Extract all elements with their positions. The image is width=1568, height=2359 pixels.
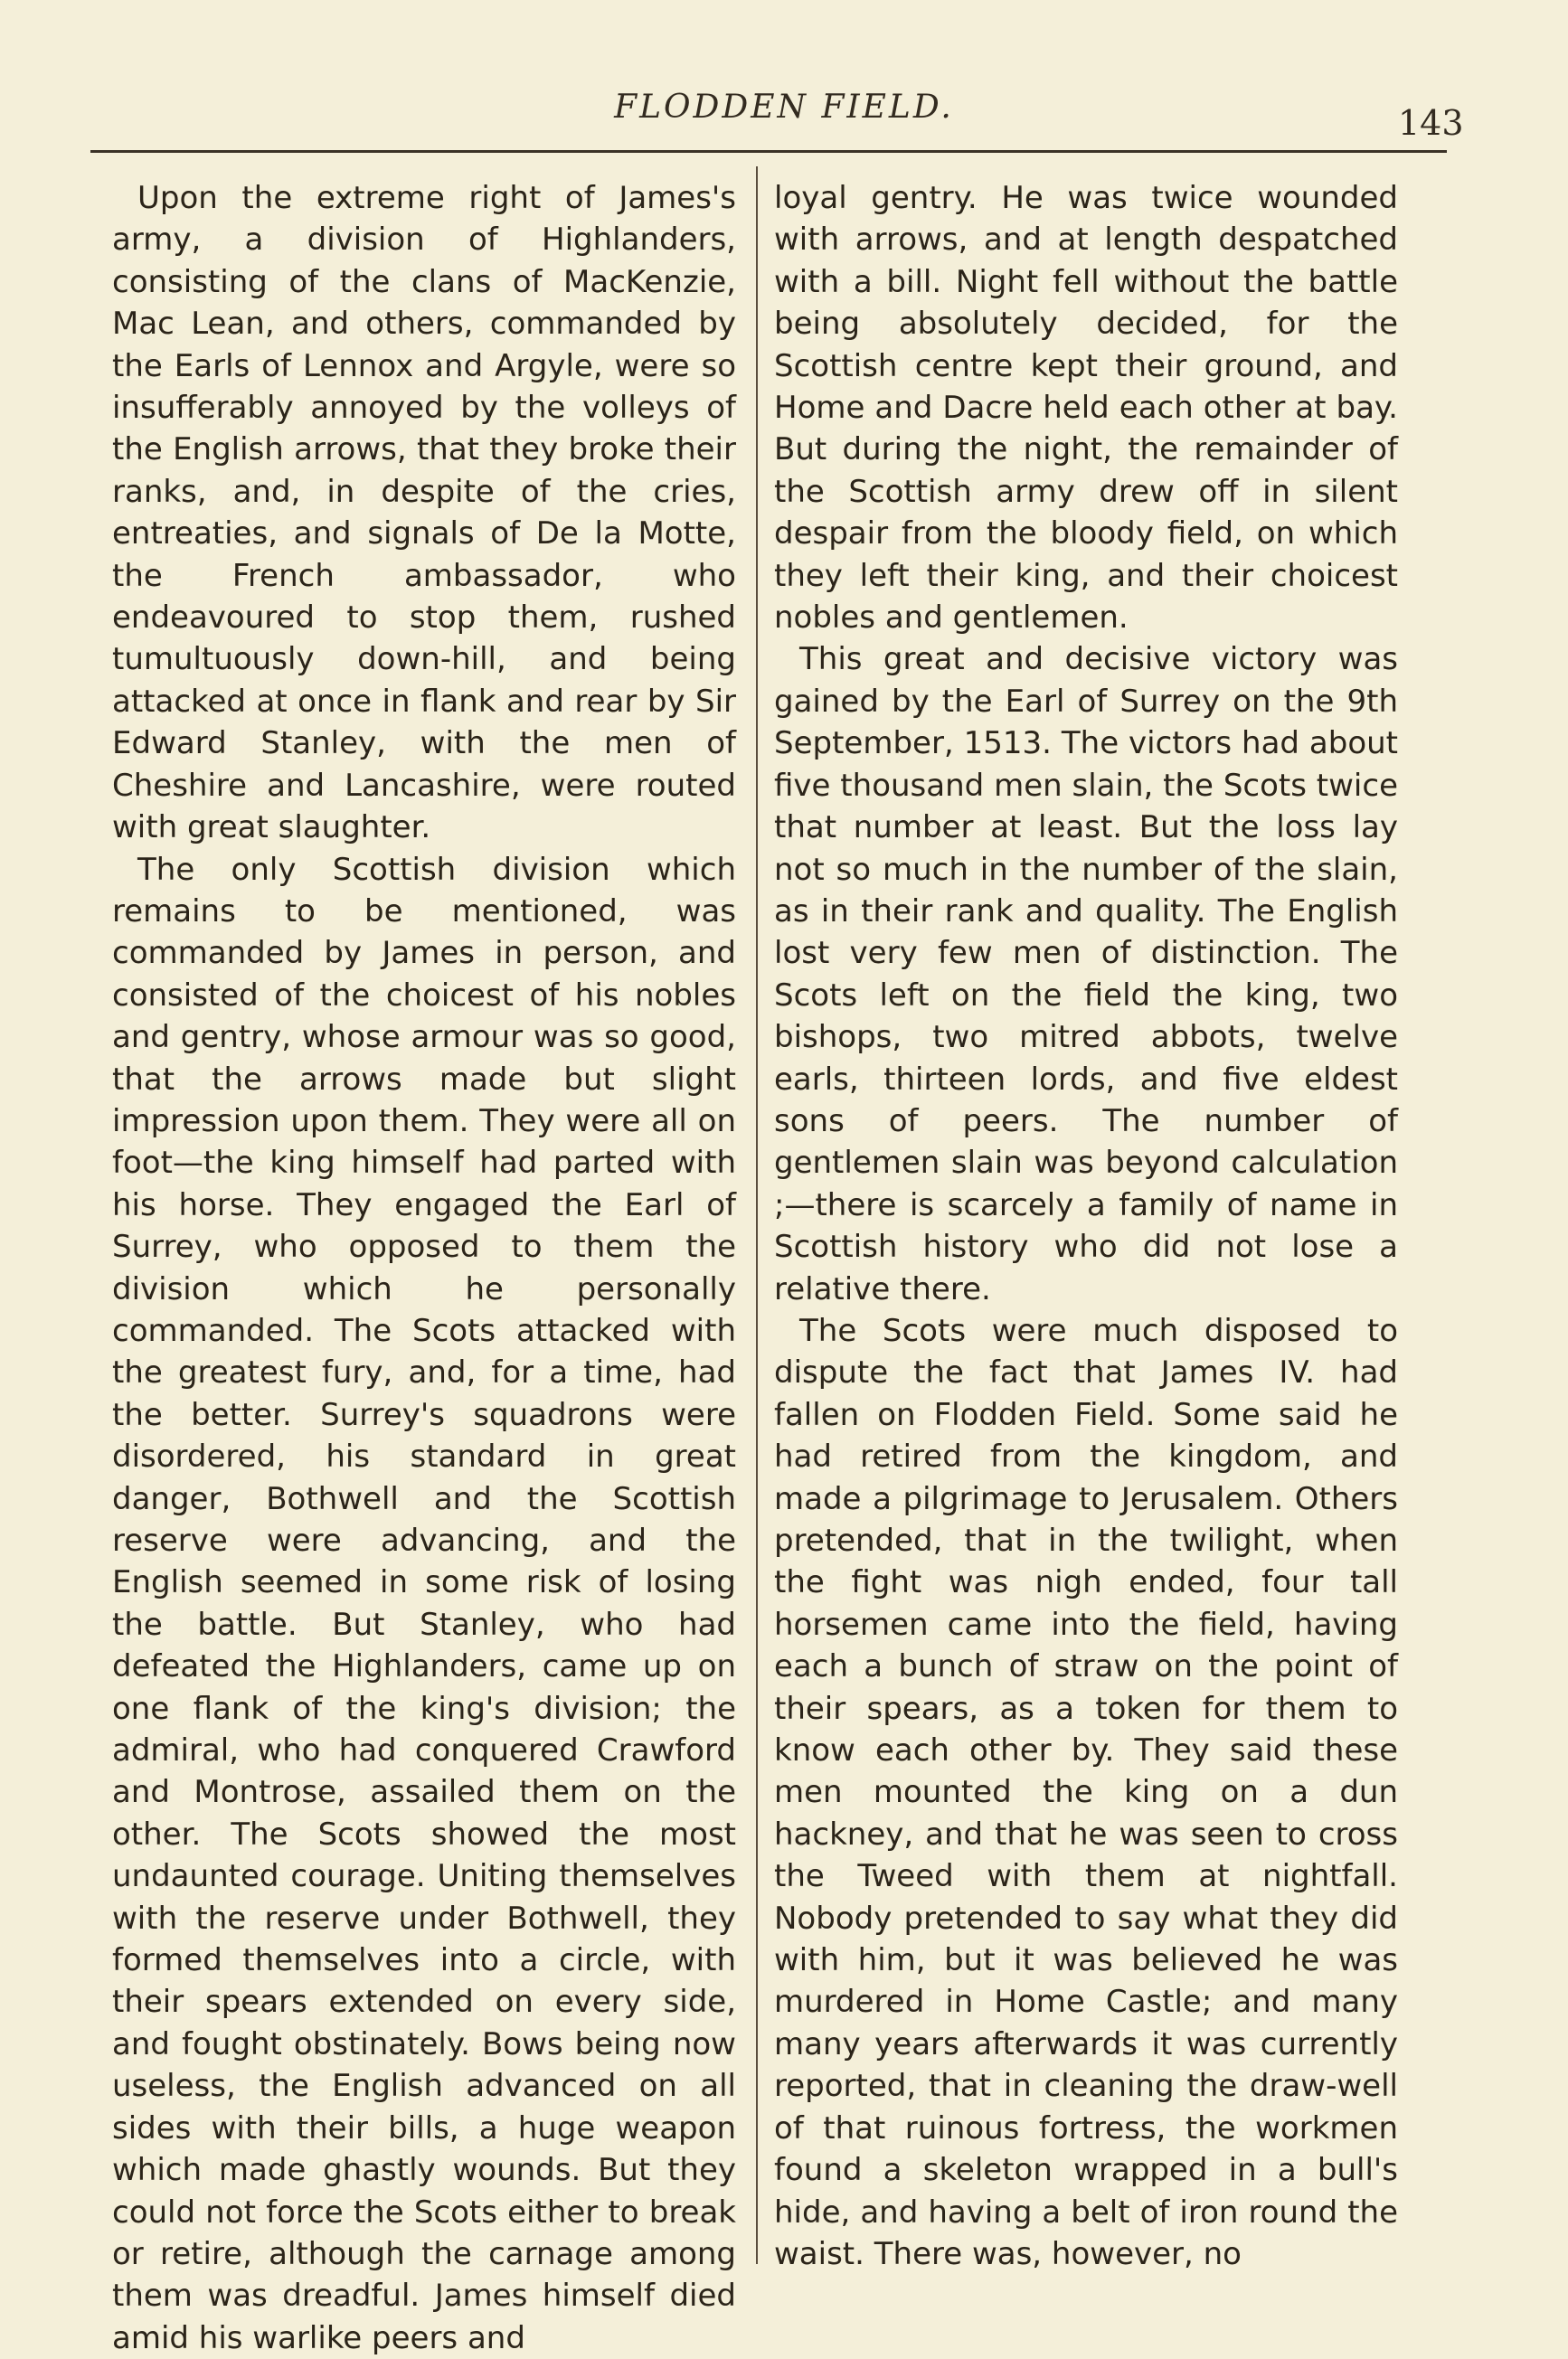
paragraph: loyal gentry. He was twice wounded with arrows, and at length despatched with a bill. Night fell without the battle being absolutely decided, for the Scottish centre kept their ground, and Home and Dacre held each other at bay. But during the night, the remainder of the Scottish army drew off in silent despair from the bloody field, on which they left their king, and their choicest nobles and gentlemen. [774,177,1398,638]
left-column [112,177,736,2359]
page-number: 143 [1398,103,1464,143]
column-divider [756,166,758,2264]
paragraph: Upon the extreme right of James's army, a division of Highlanders, consisting of the clans of MacKenzie, Mac Lean, and others, commanded by the Earls of Lennox and Argyle, were so insufferably annoyed by the volleys of the English arrows, that they broke their ranks, and, in despite of the cries, entreaties, and signals of De la Motte, the French ambassador, who endeavoured to stop them, rushed tumultuously down-hill, and being attacked at once in flank and rear by Sir Edward Stanley, with the men of Cheshire and Lancashire, were routed with great slaughter. [112,177,736,849]
header-rule [90,150,1447,153]
page-title: FLODDEN FIELD. [0,89,1568,126]
paragraph: This great and decisive victory was gained by the Earl of Surrey on the 9th September, 1513. The victors had about five thousand men slain, the Scots twice that number at least. But the loss lay not so much in the number of the slain, as in their rank and quality. The English lost very few men of distinction. The Scots left on the field the king, two bishops, two mitred abbots, twelve earls, thirteen lords, and five eldest sons of peers. The number of gentlemen slain was beyond calculation ;—there is scarcely a family of name in Scottish history who did not lose a relative there. [774,638,1398,1310]
right-column [774,177,1398,2275]
paragraph: The Scots were much disposed to dispute the fact that James IV. had fallen on Flodden Field. Some said he had retired from the kingdom, and made a pilgrimage to Jerusalem. Others pretended, that in the twilight, when the fight was nigh ended, four tall horsemen came into the field, having each a bunch of straw on the point of their spears, as a token for them to know each other by. They said these men mounted the king on a dun hackney, and that he was seen to cross the Tweed with them at nightfall. Nobody pretended to say what they did with him, but it was believed he was murdered in Home Castle; and many many years afterwards it was currently reported, that in cleaning the draw-well of that ruinous fortress, the workmen found a skeleton wrapped in a bull's hide, and having a belt of iron round the waist. There was, however, no [774,1310,1398,2275]
paragraph: The only Scottish division which remains to be mentioned, was commanded by James in person, and consisted of the choicest of his nobles and gentry, whose armour was so good, that the arrows made but slight impression upon them. They were all on foot—the king himself had parted with his horse. They engaged the Earl of Surrey, who opposed to them the division which he personally commanded. The Scots attacked with the greatest fury, and, for a time, had the better. Surrey's squadrons were disordered, his standard in great danger, Bothwell and the Scottish reserve were advancing, and the English seemed in some risk of losing the battle. But Stanley, who had defeated the Highlanders, came up on one flank of the king's division; the admiral, who had conquered Crawford and Montrose, assailed them on the other. The Scots showed the most undaunted courage. Uniting themselves with the reserve under Bothwell, they formed themselves into a circle, with their spears extended on every side, and fought obstinately. Bows being now useless, the English advanced on all sides with their bills, a huge weapon which made ghastly wounds. But they could not force the Scots either to break or retire, although the carnage among them was dreadful. James himself died amid his warlike peers and [112,849,736,2359]
